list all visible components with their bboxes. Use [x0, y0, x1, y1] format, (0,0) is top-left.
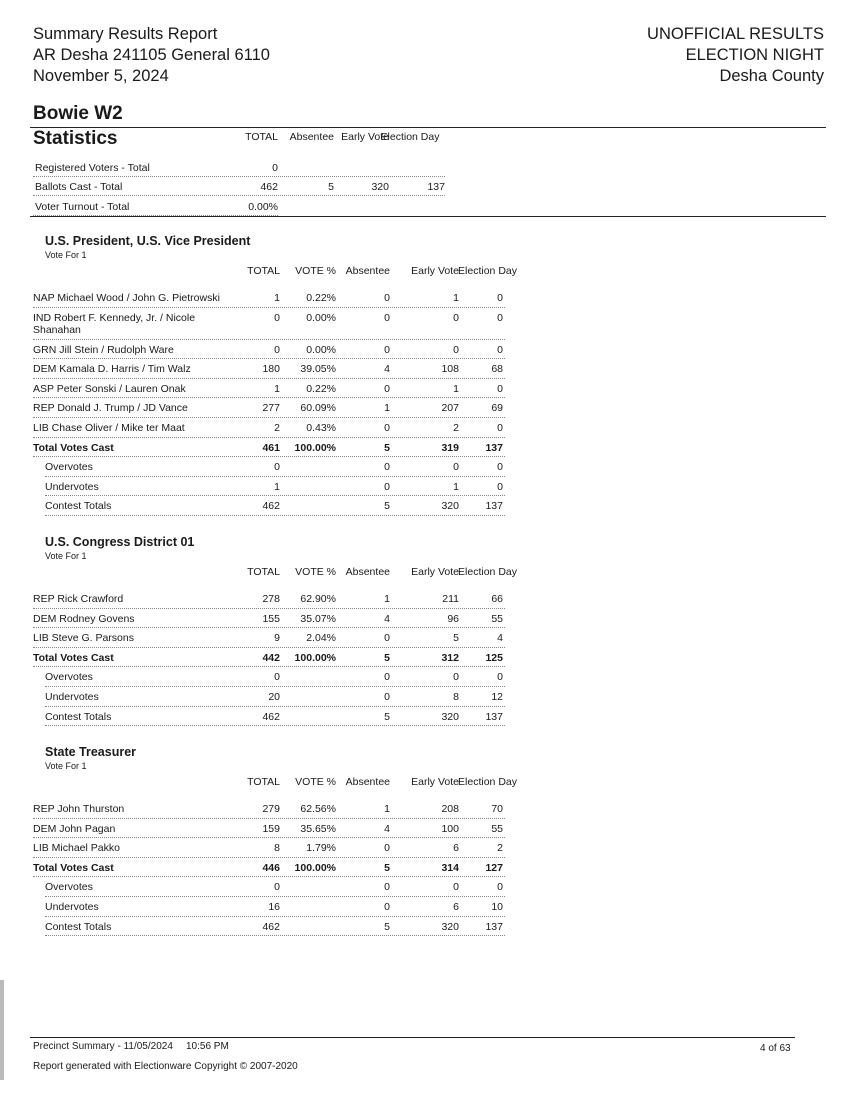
race-row-rule — [33, 666, 505, 667]
race-cell: 0 — [384, 881, 390, 894]
race-cell: 100 — [441, 822, 459, 835]
race-cell: 159 — [262, 822, 280, 835]
race-cell: 0 — [453, 311, 459, 324]
race-cell: 100.00% — [294, 861, 336, 874]
race-cell: 9 — [274, 632, 280, 645]
race-row-rule — [45, 935, 505, 936]
race-cell: 127 — [485, 861, 503, 874]
race-cell: 0 — [453, 881, 459, 894]
race-cell: 211 — [442, 593, 459, 605]
race-cell: 8 — [453, 691, 459, 703]
race-cell: 12 — [491, 691, 503, 703]
race-cell: 0 — [274, 461, 280, 474]
race-row-rule — [33, 437, 505, 438]
race-cell: 0 — [384, 382, 390, 395]
race-cell: 0 — [453, 461, 459, 474]
precinct-divider — [30, 127, 826, 128]
report-header-left — [33, 24, 270, 87]
race-cell: 0 — [274, 343, 280, 356]
race-cell: 5 — [384, 441, 390, 454]
scan-edge-mark — [0, 980, 4, 1080]
race-row-rule — [33, 837, 505, 838]
race-cell: 55 — [491, 822, 503, 835]
race-row-label: LIB Michael Pakko — [33, 842, 120, 855]
race-cell: 10 — [491, 901, 503, 913]
race-row-rule — [33, 397, 505, 398]
race-row-label: REP John Thurston — [33, 803, 125, 815]
race-column-header: Election Day — [458, 566, 517, 578]
race-row-label: Total Votes Cast — [33, 861, 114, 874]
race-cell: 137 — [485, 920, 503, 933]
race-cell: 4 — [384, 612, 390, 625]
statistics-cell: 320 — [371, 181, 389, 193]
race-cell: 0 — [384, 422, 390, 434]
race-column-header: Election Day — [458, 776, 517, 788]
race-cell: 5 — [384, 651, 390, 664]
race-cell: 1 — [274, 292, 280, 304]
race-cell: 442 — [262, 651, 280, 664]
race-cell: 6 — [453, 901, 459, 913]
race-cell: 0 — [384, 311, 390, 324]
race-cell: 100.00% — [294, 651, 336, 664]
race-cell: 55 — [491, 612, 503, 625]
race-row-label: REP Donald J. Trump / JD Vance — [33, 402, 188, 415]
race-cell: 320 — [441, 920, 459, 933]
race-cell: 1 — [384, 593, 390, 605]
results-status: UNOFFICIAL RESULTS — [647, 25, 824, 43]
race-cell: 60.09% — [300, 402, 336, 415]
race-row-label: DEM John Pagan — [33, 822, 116, 835]
race-cell: 96 — [447, 612, 459, 625]
race-row-label: ASP Peter Sonski / Lauren Onak — [33, 382, 186, 395]
race-cell: 0 — [497, 422, 503, 434]
footer-divider — [30, 1037, 795, 1038]
report-header-right — [647, 24, 824, 87]
race-vote-for: Vote For 1 — [45, 250, 87, 260]
race-vote-for: Vote For 1 — [45, 551, 87, 561]
statistics-cell: 462 — [260, 181, 278, 193]
race-cell: 4 — [384, 363, 390, 376]
race-cell: 6 — [453, 842, 459, 855]
report-title: Summary Results Report — [33, 25, 218, 43]
statistics-column-header: TOTAL — [245, 131, 278, 143]
race-cell: 2 — [274, 422, 280, 434]
race-cell: 35.65% — [300, 822, 336, 835]
race-cell: 137 — [485, 441, 503, 454]
race-row-rule — [33, 818, 505, 819]
statistics-divider — [30, 216, 826, 217]
race-cell: 5 — [384, 710, 390, 723]
race-cell: 0 — [497, 461, 503, 474]
race-cell: 1 — [453, 382, 459, 395]
race-cell: 0 — [384, 671, 390, 684]
race-cell: 320 — [441, 710, 459, 723]
race-column-header: VOTE % — [295, 566, 336, 578]
race-cell: 137 — [485, 710, 503, 723]
county-name: Desha County — [719, 67, 824, 85]
race-row-rule — [33, 647, 505, 648]
race-cell: 207 — [441, 402, 459, 415]
race-cell: 1 — [453, 292, 459, 304]
race-cell: 208 — [441, 803, 459, 815]
race-row-label: NAP Michael Wood / John G. Pietrowski — [33, 292, 220, 304]
race-row-rule — [33, 358, 505, 359]
race-cell: 8 — [274, 842, 280, 855]
statistics-row-label: Ballots Cast - Total — [35, 181, 123, 193]
race-cell: 5 — [453, 632, 459, 645]
footer-summary: Precinct Summary - 11/05/2024 — [33, 1041, 173, 1052]
race-column-header: TOTAL — [247, 566, 280, 578]
race-cell: 462 — [262, 500, 280, 513]
race-column-header: TOTAL — [247, 776, 280, 788]
race-column-header: Absentee — [345, 776, 390, 788]
statistics-row-rule — [33, 176, 445, 177]
race-cell: 0 — [384, 461, 390, 474]
race-title: State Treasurer — [45, 745, 137, 759]
race-cell: 0 — [453, 343, 459, 356]
statistics-cell: 0.00% — [248, 201, 278, 213]
race-cell: 462 — [262, 710, 280, 723]
statistics-cell: 137 — [427, 181, 445, 193]
race-cell: 0.22% — [306, 382, 336, 395]
race-cell: 0.00% — [306, 343, 336, 356]
race-column-header: TOTAL — [247, 265, 280, 277]
race-cell: 0 — [497, 480, 503, 493]
race-cell: 100.00% — [294, 441, 336, 454]
race-row-rule — [33, 417, 505, 418]
race-title: U.S. Congress District 01 — [45, 535, 195, 549]
race-cell: 2 — [453, 422, 459, 434]
race-row-label: DEM Rodney Govens — [33, 612, 135, 625]
statistics-column-header: Early Vote — [341, 131, 389, 143]
race-cell: 0.22% — [306, 292, 336, 304]
race-row-label: Undervotes — [45, 901, 99, 913]
race-row-rule — [45, 476, 505, 477]
race-cell: 0 — [497, 881, 503, 894]
statistics-row-rule — [33, 195, 445, 196]
race-cell: 461 — [262, 441, 280, 454]
race-row-label: GRN Jill Stein / Rudolph Ware — [33, 343, 174, 356]
race-cell: 16 — [268, 901, 280, 913]
race-row-rule — [45, 495, 505, 496]
race-row-label: Overvotes — [45, 461, 93, 474]
race-row-rule — [33, 876, 505, 877]
race-cell: 1.79% — [306, 842, 336, 855]
race-column-header: Early Vote — [411, 776, 459, 788]
race-cell: 4 — [384, 822, 390, 835]
statistics-cell: 5 — [328, 181, 334, 193]
race-row-label: Contest Totals — [45, 920, 112, 933]
race-cell: 319 — [441, 441, 459, 454]
election-date: November 5, 2024 — [33, 67, 169, 85]
results-phase: ELECTION NIGHT — [685, 46, 824, 64]
race-cell: 1 — [274, 480, 280, 493]
race-vote-for: Vote For 1 — [45, 761, 87, 771]
race-cell: 1 — [384, 803, 390, 815]
race-cell: 0.43% — [306, 422, 336, 434]
race-cell: 69 — [491, 402, 503, 415]
race-column-header: Early Vote — [411, 566, 459, 578]
race-row-label: Total Votes Cast — [33, 441, 114, 454]
race-cell: 320 — [441, 500, 459, 513]
race-row-rule — [45, 515, 505, 516]
race-row-rule — [33, 627, 505, 628]
race-cell: 68 — [491, 363, 503, 376]
statistics-column-header: Absentee — [289, 131, 334, 143]
race-cell: 0 — [384, 343, 390, 356]
race-cell: 5 — [384, 920, 390, 933]
statistics-row-label: Registered Voters - Total — [35, 162, 150, 174]
race-cell: 5 — [384, 861, 390, 874]
race-row-rule — [45, 706, 505, 707]
race-cell: 35.07% — [300, 612, 336, 625]
statistics-cell: 0 — [272, 162, 278, 174]
election-name: AR Desha 241105 General 6110 — [33, 46, 270, 64]
race-row-label: Overvotes — [45, 881, 93, 894]
race-row-label: REP Rick Crawford — [33, 593, 124, 605]
race-cell: 277 — [262, 402, 280, 415]
race-row-label: LIB Steve G. Parsons — [33, 632, 134, 645]
race-cell: 279 — [262, 803, 280, 815]
race-cell: 137 — [485, 500, 503, 513]
race-cell: 312 — [441, 651, 459, 664]
race-cell: 0 — [497, 343, 503, 356]
race-cell: 0.00% — [306, 311, 336, 324]
race-column-header: Absentee — [345, 566, 390, 578]
race-row-label: Undervotes — [45, 691, 99, 703]
race-cell: 0 — [453, 671, 459, 684]
race-row-rule — [33, 307, 505, 308]
race-cell: 2.04% — [306, 632, 336, 645]
footer-page-number: 4 of 63 — [760, 1043, 791, 1054]
race-column-header: VOTE % — [295, 265, 336, 277]
race-row-rule — [45, 916, 505, 917]
race-cell: 108 — [441, 363, 459, 376]
race-row-label: Contest Totals — [45, 500, 112, 513]
race-title: U.S. President, U.S. Vice President — [45, 234, 251, 248]
race-row-rule — [45, 896, 505, 897]
footer-generated: Report generated with Electionware Copyright © 2007-2020 — [33, 1061, 298, 1072]
race-cell: 314 — [441, 861, 459, 874]
race-row-rule — [33, 608, 505, 609]
race-cell: 0 — [274, 671, 280, 684]
race-cell: 462 — [262, 920, 280, 933]
race-row-rule — [33, 456, 505, 457]
race-cell: 0 — [497, 382, 503, 395]
race-row-label: IND Robert F. Kennedy, Jr. / Nicole Shanahan — [33, 311, 196, 336]
precinct-name: Bowie W2 — [33, 103, 123, 124]
race-cell: 20 — [268, 691, 280, 703]
race-cell: 155 — [262, 612, 280, 625]
race-cell: 62.90% — [300, 593, 336, 605]
race-cell: 0 — [384, 292, 390, 304]
race-row-rule — [45, 686, 505, 687]
race-cell: 0 — [274, 881, 280, 894]
race-cell: 0 — [274, 311, 280, 324]
race-column-header: Early Vote — [411, 265, 459, 277]
race-column-header: Election Day — [458, 265, 517, 277]
race-cell: 2 — [497, 842, 503, 855]
footer-time: 10:56 PM — [186, 1041, 229, 1052]
race-cell: 66 — [491, 593, 503, 605]
race-cell: 1 — [453, 480, 459, 493]
race-cell: 0 — [384, 480, 390, 493]
race-row-label: Total Votes Cast — [33, 651, 114, 664]
race-row-rule — [33, 378, 505, 379]
race-cell: 0 — [497, 311, 503, 324]
race-row-rule — [33, 857, 505, 858]
race-cell: 0 — [384, 842, 390, 855]
race-cell: 0 — [497, 292, 503, 304]
race-cell: 0 — [384, 691, 390, 703]
race-row-label: Contest Totals — [45, 710, 112, 723]
race-cell: 180 — [262, 363, 280, 376]
race-cell: 0 — [497, 671, 503, 684]
race-column-header: Absentee — [345, 265, 390, 277]
race-cell: 5 — [384, 500, 390, 513]
race-cell: 4 — [497, 632, 503, 645]
race-cell: 0 — [384, 901, 390, 913]
statistics-title: Statistics — [33, 128, 118, 149]
race-cell: 278 — [262, 593, 280, 605]
statistics-row-label: Voter Turnout - Total — [35, 201, 130, 213]
race-column-header: VOTE % — [295, 776, 336, 788]
race-cell: 125 — [485, 651, 503, 664]
race-row-label: Overvotes — [45, 671, 93, 684]
race-row-label: Undervotes — [45, 480, 99, 493]
race-cell: 70 — [491, 803, 503, 815]
race-row-rule — [45, 725, 505, 726]
race-cell: 62.56% — [300, 803, 336, 815]
statistics-column-header: Election Day — [380, 131, 440, 143]
race-cell: 1 — [384, 402, 390, 415]
race-cell: 39.05% — [300, 363, 336, 376]
race-cell: 0 — [384, 632, 390, 645]
race-row-rule — [33, 339, 505, 340]
race-row-label: LIB Chase Oliver / Mike ter Maat — [33, 422, 185, 434]
race-row-label: DEM Kamala D. Harris / Tim Walz — [33, 363, 191, 376]
race-cell: 446 — [262, 861, 280, 874]
race-cell: 1 — [274, 382, 280, 395]
